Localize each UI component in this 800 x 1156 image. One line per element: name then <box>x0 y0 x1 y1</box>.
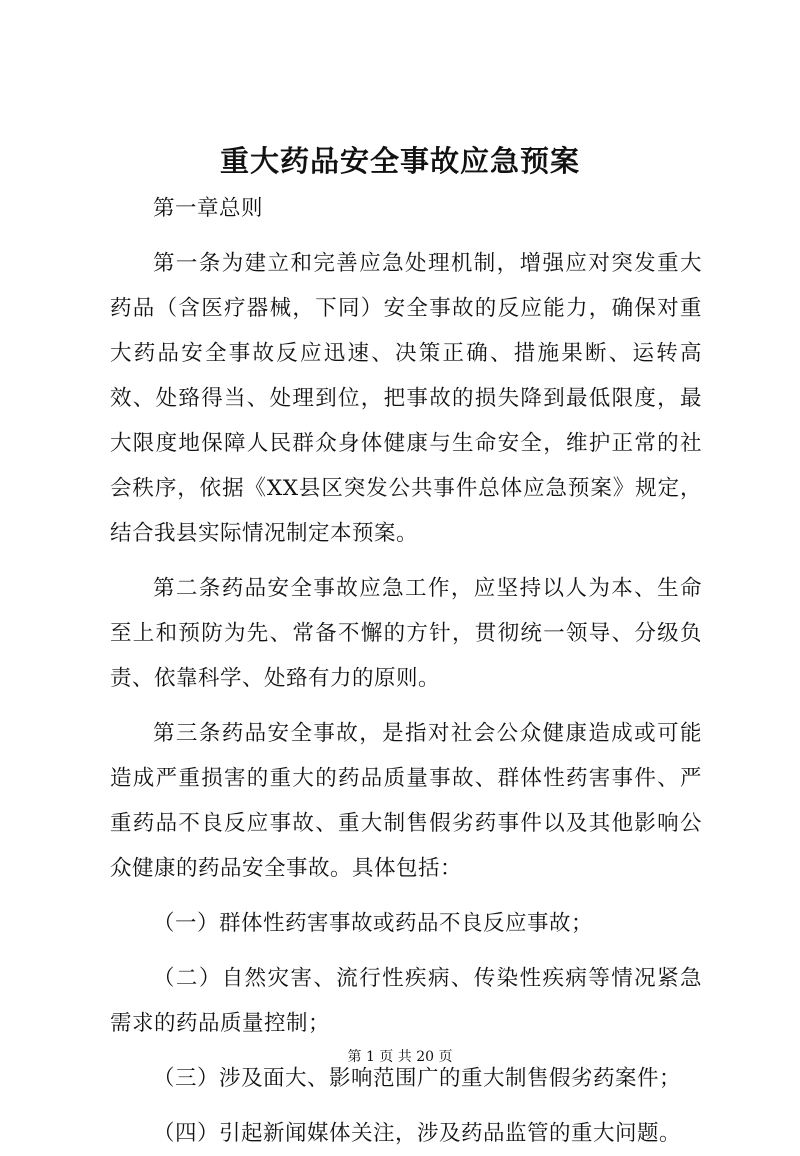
article-2-paragraph: 第二条药品安全事故应急工作，应坚持以人为本、生命至上和预防为先、常备不懈的方针，贯彻统一领导、分级负责、依靠科学、处臵有力的原则。 <box>110 576 702 691</box>
article-3-paragraph: 第三条药品安全事故，是指对社会公众健康造成或可能造成严重损害的重大的药品质量事故、群体性药害事件、严重药品不良反应事故、重大制售假劣药事件以及其他影响公众健康的药品安全事故。具体包括： <box>110 721 702 881</box>
document-title: 重大药品安全事故应急预案 <box>219 144 580 178</box>
list-item-4: （四）引起新闻媒体关注，涉及药品监管的重大问题。 <box>153 1121 682 1146</box>
list-item-1: （一）群体性药害事故或药品不良反应事故； <box>153 911 594 936</box>
chapter-heading: 第一章总则 <box>153 196 264 221</box>
article-1-paragraph: 第一条为建立和完善应急处理机制，增强应对突发重大药品（含医疗器械，下同）安全事故的反应能力，确保对重大药品安全事故反应迅速、决策正确、措施果断、运转高效、处臵得当、处理到位，把事故的损失降到最低限度，最大限度地保障人民群众身体健康与生命安全，维护正常的社会秩序，依据《XX县区突发公共事件总体应急预案》规定，结合我县实际情况制定本预案。 <box>110 251 702 546</box>
list-item-2: （二）自然灾害、流行性疾病、传染性疾病等情况紧急需求的药品质量控制； <box>110 966 702 1036</box>
document-body <box>110 186 702 1156</box>
list-item-3: （三）涉及面大、影响范围广的重大制售假劣药案件； <box>153 1066 682 1091</box>
page-footer: 第 1 页 共 20 页 <box>347 1049 453 1065</box>
